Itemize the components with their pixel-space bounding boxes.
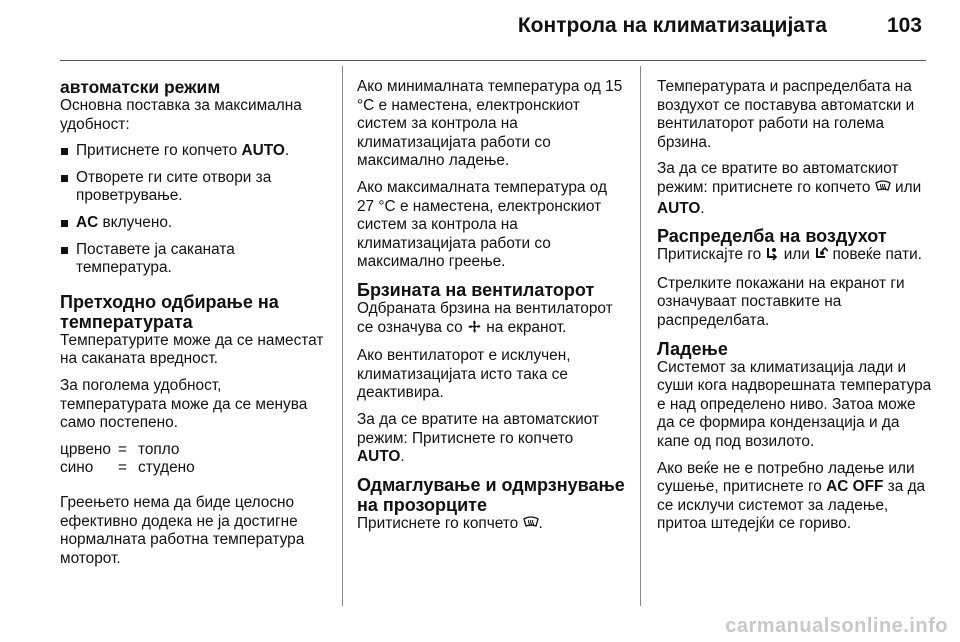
- text: повеќе пати.: [828, 246, 922, 264]
- legend-def: топло: [138, 440, 180, 458]
- page-number: 103: [886, 14, 922, 37]
- paragraph: Ако вентилаторот е исклучен, климатизацијата исто така се деактивира.: [357, 347, 571, 402]
- page-title: Контрола на климатизацијата: [517, 14, 827, 37]
- section-heading: Одмаглување и одмрзнување на прозорците: [357, 474, 625, 515]
- text: Притиснете го копчето: [76, 142, 242, 160]
- list-item: [60, 214, 328, 233]
- button-label-auto: AUTO: [657, 199, 701, 217]
- paragraph: [357, 515, 625, 536]
- paragraph: Системот за климатизација лади и суши кога надворешната температура е над определено ниво. Затоа може да се формира кондензација и да капе од под возилото.: [657, 358, 932, 450]
- button-label-auto: AUTO: [241, 142, 285, 160]
- section-heading: Распределба на воздухот: [657, 226, 887, 247]
- paragraph: За поголема удобност, температурата може да се менува само постепено.: [60, 376, 308, 432]
- air-distribution-down-icon: [765, 247, 779, 267]
- button-label-ac-off: AC OFF: [826, 478, 884, 496]
- button-label-auto: AUTO: [357, 448, 401, 466]
- paragraph: [657, 460, 932, 534]
- legend-def: студено: [138, 459, 195, 477]
- button-label-ac: AC: [76, 213, 99, 231]
- text: .: [700, 199, 705, 217]
- text: за да се исклучи системот за ладење, притоа штедејќи се гориво.: [657, 478, 926, 533]
- color-legend: [60, 441, 328, 478]
- list-item: Отворете ги сите отвори за проветрување.: [60, 169, 328, 206]
- section-heading: Претходно одбирање на температурата: [60, 291, 279, 332]
- paragraph: [357, 300, 625, 339]
- text: или: [890, 178, 922, 196]
- fan-icon: [467, 319, 482, 340]
- text: Одбраната брзина на вентилаторот се означува со: [357, 299, 613, 336]
- text: или: [779, 246, 815, 264]
- legend-row: [60, 459, 328, 478]
- section-heading: Ладење: [657, 338, 728, 359]
- legend-term: сино: [60, 459, 94, 477]
- legend-eq: =: [118, 440, 127, 458]
- section-heading: автоматски режим: [60, 77, 221, 97]
- paragraph: Ако максималната температура од 27 °C е наместена, електронскиот систем за контрола на климатизацијата работи со максимално греење.: [357, 178, 607, 271]
- paragraph: Температурите може да се наместат на саканата вредност.: [60, 331, 324, 368]
- windscreen-defrost-icon: [523, 515, 539, 536]
- text: Притиснете го копчето: [357, 514, 523, 532]
- text: .: [400, 448, 405, 466]
- list-item: [60, 142, 328, 161]
- column-divider: [640, 66, 641, 606]
- column-1: [60, 78, 328, 576]
- text: .: [284, 142, 290, 160]
- text: на екранот.: [481, 318, 567, 336]
- legend-eq: =: [118, 459, 127, 477]
- paragraph: Ако минималната температура од 15 °C е наместена, електронскиот систем за контрола на климатизацијата работи со максимално ладење.: [357, 78, 623, 170]
- list-item: Поставете ја саканата температура.: [60, 241, 328, 278]
- header-rule: [60, 60, 926, 61]
- legend-term: црвено: [60, 440, 111, 458]
- text: Притискајте го: [657, 246, 766, 264]
- watermark: carmanualsonline.info: [725, 615, 948, 637]
- paragraph: [657, 246, 932, 267]
- column-divider: [342, 66, 343, 606]
- legend-row: [60, 441, 328, 460]
- paragraph: Основна поставка за максимална удобност:: [60, 97, 302, 133]
- windscreen-defrost-icon: [875, 179, 891, 200]
- text: вклучено.: [98, 213, 173, 231]
- page-header: [518, 14, 922, 38]
- column-2: [357, 78, 625, 543]
- text: Ако веќе не е потребно ладење или сушење, притиснете го: [657, 459, 915, 496]
- column-3: [657, 78, 932, 542]
- text: За да се вратите во автоматскиот режим: притиснете го копчето: [657, 160, 899, 196]
- paragraph: Стрелките покажани на екранот ги означуваат поставките на распределбата.: [657, 274, 905, 329]
- paragraph: Температурата и распределбата на воздухот се поставува автоматски и вентилаторот работи на голема брзина.: [657, 78, 915, 151]
- paragraph: [657, 160, 932, 218]
- text: .: [538, 514, 543, 532]
- air-distribution-up-icon: [814, 247, 828, 267]
- section-heading: Брзината на вентилаторот: [357, 279, 595, 300]
- paragraph: Греењето нема да биде целосно ефективно додека не ја достигне нормалната работна температура моторот.: [60, 493, 305, 567]
- paragraph: [357, 411, 625, 467]
- text: За да се вратите на автоматскиот режим: Притиснете го копчето: [357, 410, 599, 447]
